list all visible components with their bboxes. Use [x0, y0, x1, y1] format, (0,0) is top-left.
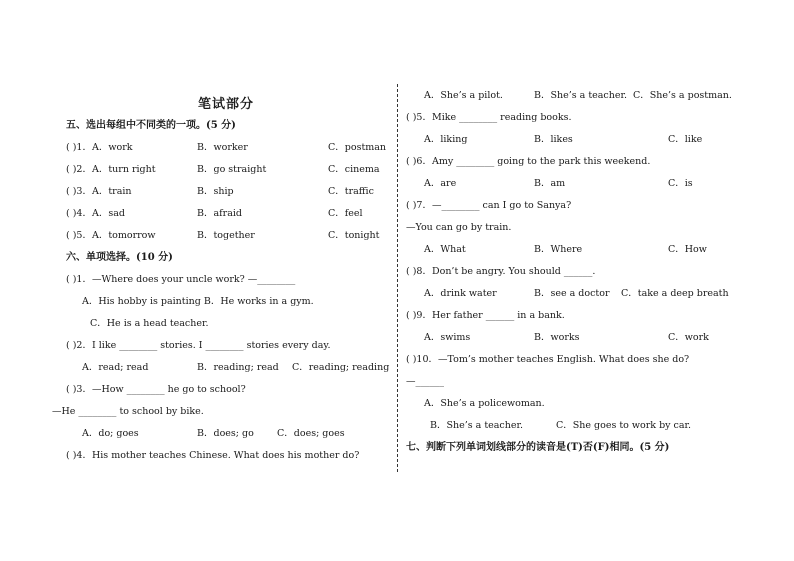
option-b: B．Where — [534, 244, 583, 255]
option-c: C．tonight — [328, 230, 380, 241]
question-3-line-2: —He ________ to school by bike. — [52, 406, 204, 417]
question-10-option-a: A．She’s a policewoman. — [424, 398, 545, 409]
option-c: C．reading; reading — [292, 362, 390, 373]
question-stem: ( )4．A．sad — [66, 208, 125, 219]
option-c: C．cinema — [328, 164, 380, 175]
option-a: A．read; read — [82, 362, 149, 373]
option-a: A．liking — [424, 134, 468, 145]
option-b: B．She’s a teacher. — [534, 90, 628, 101]
question-3-stem: ( )3．—How ________ he go to school? — [66, 384, 246, 395]
question-7-stem: ( )7．—________ can I go to Sanya? — [406, 200, 572, 211]
option-b: B．ship — [197, 186, 234, 197]
question-stem: ( )2．A．turn right — [66, 164, 156, 175]
option-c: C．postman — [328, 142, 387, 153]
option-b: B．does; go — [197, 428, 254, 439]
option-c: C．like — [668, 134, 703, 145]
option-c: C．take a deep breath — [621, 288, 729, 299]
option-c: C．feel — [328, 208, 363, 219]
option-b: B．go straight — [197, 164, 267, 175]
option-b: B．works — [534, 332, 580, 343]
option-b: B．am — [534, 178, 566, 189]
question-stem: ( )3．A．train — [66, 186, 132, 197]
question-stem: ( )1．A．work — [66, 142, 133, 153]
option-c: C．work — [668, 332, 709, 343]
option-a: A．What — [424, 244, 466, 255]
question-8-stem: ( )8．Don’t be angry. You should ______. — [406, 266, 596, 277]
option-a: A．do; goes — [82, 428, 139, 439]
question-1-stem: ( )1．—Where does your uncle work? —________ — [66, 274, 296, 285]
option-b: B．worker — [197, 142, 248, 153]
option-b: B．likes — [534, 134, 573, 145]
option-a: A．She’s a pilot. — [424, 90, 503, 101]
option-b: B．afraid — [197, 208, 242, 219]
section-5-heading: 五、选出每组中不同类的一项。(5 分) — [66, 120, 236, 131]
question-4-stem: ( )4．His mother teaches Chinese. What does his mother do? — [66, 450, 360, 461]
option-a: A．swims — [424, 332, 471, 343]
section-7-heading: 七、判断下列单词划线部分的读音是(T)否(F)相同。(5 分) — [406, 442, 670, 453]
option-c: C．She’s a postman. — [633, 90, 732, 101]
option-a: A．drink water — [424, 288, 497, 299]
option-b: B．She’s a teacher. — [430, 420, 524, 431]
option-c: C．How — [668, 244, 707, 255]
question-7-line-2: —You can go by train. — [406, 222, 512, 233]
page-title: 笔试部分 — [198, 97, 255, 112]
question-9-stem: ( )9．Her father ______ in a bank. — [406, 310, 565, 321]
column-divider — [397, 84, 398, 472]
option-c: C．is — [668, 178, 693, 189]
question-5-stem: ( )5．Mike ________ reading books. — [406, 112, 572, 123]
question-1-option-c: C．He is a head teacher. — [90, 318, 209, 329]
question-6-stem: ( )6．Amy ________ going to the park this weekend. — [406, 156, 651, 167]
option-b: B．together — [197, 230, 255, 241]
option-c: C．She goes to work by car. — [556, 420, 692, 431]
question-10-line-2: —______ — [406, 376, 444, 387]
option-b: B．reading; read — [197, 362, 279, 373]
question-10-stem: ( )10．—Tom’s mother teaches English. What does she do? — [406, 354, 690, 365]
option-c: C．does; goes — [277, 428, 345, 439]
option-c: C．traffic — [328, 186, 374, 197]
question-1-options-ab: A．His hobby is painting B．He works in a gym. — [82, 296, 314, 307]
option-b: B．see a doctor — [534, 288, 610, 299]
section-6-heading: 六、单项选择。(10 分) — [66, 252, 173, 263]
option-a: A．are — [424, 178, 457, 189]
question-stem: ( )5．A．tomorrow — [66, 230, 156, 241]
question-2-stem: ( )2．I like ________ stories. I ________ stories every day. — [66, 340, 331, 351]
